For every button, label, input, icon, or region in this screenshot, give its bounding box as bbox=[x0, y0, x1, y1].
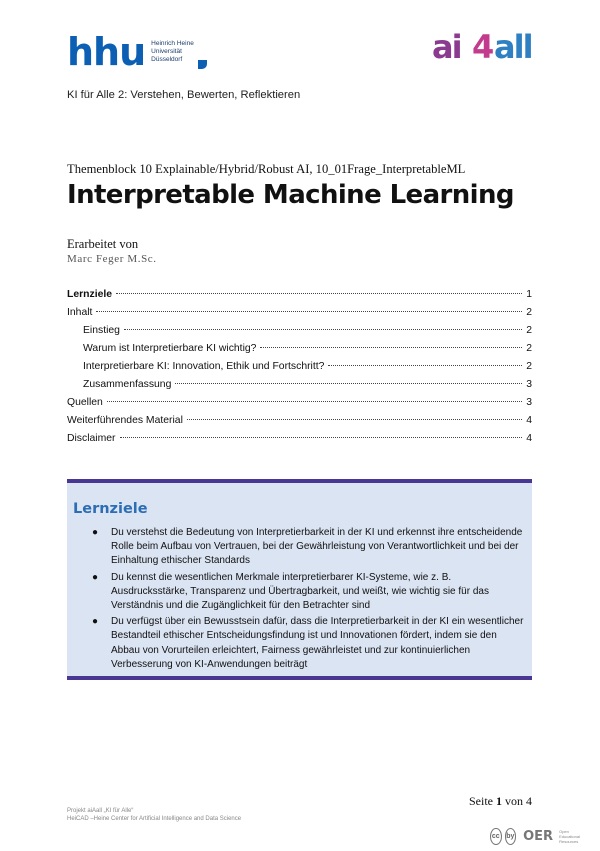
svg-text:4: 4 bbox=[472, 28, 493, 64]
toc-entry[interactable]: Inhalt 2 bbox=[67, 307, 532, 318]
course-title: KI für Alle 2: Verstehen, Bewerten, Reflektieren bbox=[67, 89, 301, 101]
footer-project: Projekt aiAall „KI für Alle“ bbox=[67, 808, 134, 814]
learning-goal-item: ● Du verfügst über ein Bewusstsein dafür, dass die Interpretierbarkeit in der KI ein wesentlicher Bestandteil ethischer Entscheidungsfindung ist und Innovationen fördert, indem sie den Abbau von Vorurteilen erleichtert, Fairness gewährleistet und zur kontinuierlichen Verbesserung von KI-Anwendungen beiträgt bbox=[92, 616, 524, 670]
footer-center: HeiCAD –Heine Center for Artificial Intelligence and Data Science bbox=[67, 816, 242, 822]
bullet-icon: ● bbox=[92, 527, 99, 538]
toc-entry[interactable]: Disclaimer 4 bbox=[67, 433, 532, 444]
block-line: Themenblock 10 Explainable/Hybrid/Robust AI, 10_01Frage_InterpretableML bbox=[67, 162, 466, 176]
toc-entry[interactable]: Interpretierbare KI: Innovation, Ethik und Fortschritt? 2 bbox=[83, 361, 532, 372]
hhu-logo bbox=[67, 30, 207, 74]
oer-text: Open Educational Resources bbox=[559, 828, 580, 844]
learning-goals-list bbox=[85, 526, 525, 674]
toc-entry[interactable]: Zusammenfassung 3 bbox=[83, 379, 532, 390]
bullet-icon: ● bbox=[92, 571, 99, 583]
svg-text:all: all bbox=[494, 28, 532, 64]
document-title: Interpretable Machine Learning bbox=[67, 180, 514, 210]
license-badges bbox=[490, 826, 580, 846]
page-number: Seite 1 von 4 bbox=[469, 794, 532, 808]
toc-entry[interactable]: Quellen 3 bbox=[67, 397, 532, 408]
ai4all-logo bbox=[432, 28, 542, 64]
toc-entry[interactable]: Weiterführendes Material 4 bbox=[67, 415, 532, 426]
toc-entry[interactable]: Warum ist Interpretierbare KI wichtig? 2 bbox=[83, 343, 532, 354]
by-icon: by bbox=[505, 828, 517, 845]
author-name: Marc Feger M.Sc. bbox=[67, 253, 157, 265]
learning-goal-item: ● Du verstehst die Bedeutung von Interpretierbarkeit in der KI und erkennst ihre entscheidende Rolle beim Aufbau von Vertrauen, bei der Gewährleistung von Verantwortlichkeit und bei der Einhaltung ethischer Standards bbox=[92, 527, 523, 567]
hhu-logo-text: Heinrich Heine Universität Düsseldorf bbox=[151, 40, 194, 63]
bullet-icon: ● bbox=[92, 616, 99, 628]
svg-text:ai: ai bbox=[432, 28, 461, 64]
toc-entry[interactable]: Einstieg 2 bbox=[83, 325, 532, 336]
hhu-logo-mark bbox=[198, 60, 207, 69]
toc-entry[interactable]: Lernziele 1 bbox=[67, 289, 532, 300]
oer-logo: OER bbox=[523, 828, 554, 844]
hhu-logo-word: hhu bbox=[67, 30, 146, 74]
learning-goal-item: ● Du kennst die wesentlichen Merkmale interpretierbarer KI-Systeme, wie z. B. Ausdrucksstärke, Transparenz und Übertragbarkeit, und weißt, wie wichtig sie für das Verständnis und die Zugänglichkeit für den Betrachter sind bbox=[92, 571, 489, 612]
cc-icon: cc bbox=[490, 828, 502, 845]
learning-goals-box bbox=[67, 479, 532, 680]
learning-goals-title: Lernziele bbox=[73, 501, 148, 517]
table-of-contents bbox=[67, 289, 532, 451]
prepared-by-label: Erarbeitet von bbox=[67, 237, 139, 251]
